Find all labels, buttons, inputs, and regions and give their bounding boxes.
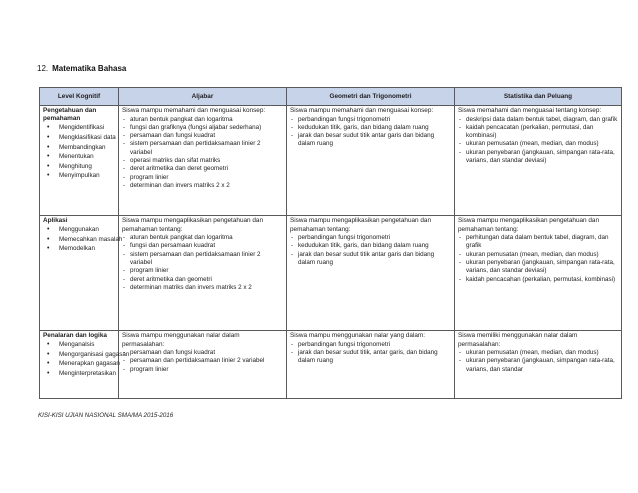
page-footer: KISI-KISI UJIAN NASIONAL SMA/MA 2015-2016: [38, 412, 174, 419]
kisi-table: [39, 87, 622, 399]
table-row: [40, 106, 622, 216]
list-item: - deret aritmetika dan deret geometri: [122, 165, 283, 173]
list-item: • Membandingkan: [43, 143, 115, 153]
list-item: - aturan bentuk pangkat dan logaritma: [122, 116, 283, 124]
list-item: - ukuran pemusatan (mean, median, dan modus): [458, 349, 618, 357]
list-item: • Mengklasifikasi data: [43, 133, 115, 143]
table-row: [40, 216, 622, 331]
list-item: • Menyimpulkan: [43, 171, 115, 181]
list-item: - ukuran penyebaran (jangkauan, simpangan rata-rata, varians, dan standar: [458, 357, 618, 374]
list-item: • Menginterpretasikan: [43, 369, 115, 379]
topic-list: [290, 116, 451, 149]
cell-intro: Siswa mampu menggunakan nalar dalam permasalahan:: [122, 332, 240, 348]
level-list: [43, 225, 123, 254]
section-title: Matematika Bahasa: [52, 64, 127, 73]
level-cell: [40, 106, 119, 216]
list-item: - jarak dan besar sudut titik antar garis dan bidang dalam ruang: [290, 132, 451, 149]
topic-list: [458, 234, 618, 284]
header-aljabar: Aljabar: [119, 88, 287, 106]
list-item: - kedudukan titik, garis, dan bidang dalam ruang: [290, 124, 451, 132]
level-title: Pengetahuan dan pemahaman: [43, 107, 97, 123]
topic-list: [290, 234, 451, 267]
list-item: - kedudukan titik, garis, dan bidang dalam ruang: [290, 242, 451, 250]
level-list: [43, 123, 115, 181]
list-item: - program linier: [122, 174, 283, 182]
cell-intro: Siswa mampu menggunakan nalar yang dalam:: [290, 332, 425, 339]
section-number: 12.: [37, 64, 49, 73]
list-item: - determinan dan invers matriks 2 x 2: [122, 182, 283, 190]
table-header-row: [40, 88, 622, 106]
list-item: - ukuran penyebaran (jangkauan, simpangan rata-rata, varians, dan standar deviasi): [458, 149, 618, 166]
cell-intro: Siswa mampu mengaplikasikan pengetahuan dan pemahaman tentang:: [458, 217, 600, 233]
level-cell: [40, 331, 130, 399]
aljabar-cell: [119, 331, 287, 399]
header-statistika: Statistika dan Peluang: [455, 88, 622, 106]
list-item: • Menentukan: [43, 152, 115, 162]
topic-list: [122, 349, 283, 374]
statistika-cell: [455, 216, 622, 331]
topic-list: [122, 116, 283, 191]
list-item: - ukuran pemusatan (mean, median, dan modus): [458, 140, 618, 148]
list-item: - ukuran pemusatan (mean, median, dan modus): [458, 251, 618, 259]
section-heading: [37, 64, 126, 73]
list-item: - perbandingan fungsi trigonometri: [290, 341, 451, 349]
list-item: - operasi matriks dan sifat matriks: [122, 157, 283, 165]
list-item: - fungsi dan grafiknya (fungsi aljabar sederhana): [122, 124, 283, 132]
list-item: - deskripsi data dalam bentuk tabel, diagram, dan grafik: [458, 116, 618, 124]
aljabar-cell: [119, 216, 287, 331]
list-item: - kaidah pencacahan (perkalian, permutasi, kombinasi): [458, 276, 618, 284]
table-row: [40, 331, 622, 399]
list-item: • Mengorganisasi gagasan: [43, 350, 115, 360]
list-item: - deret aritmetika dan geometri: [122, 276, 283, 284]
level-title: Aplikasi: [43, 217, 68, 224]
list-item: - sistem persamaan dan pertidaksamaan linier 2 variabel: [122, 140, 283, 157]
list-item: - persamaan dan fungsi kuadrat: [122, 349, 283, 357]
list-item: • Menerapkan gagasan: [43, 359, 115, 369]
list-item: • Menganalsis: [43, 340, 115, 350]
statistika-cell: [455, 106, 622, 216]
list-item: - perbandingan fungsi trigonometri: [290, 116, 451, 124]
topic-list: [458, 349, 618, 374]
topic-list: [122, 234, 283, 292]
list-item: - perbandingan fungsi trigonometri: [290, 234, 451, 242]
header-geometri: Geometri dan Trigonometri: [287, 88, 455, 106]
geometri-cell: [287, 106, 455, 216]
list-item: - ukuran penyebaran (jangkauan, simpangan rata-rata, varians, dan standar deviasi): [458, 259, 618, 276]
list-item: - sistem persamaan dan pertidaksamaan linier 2 variabel: [122, 251, 283, 268]
cell-intro: Siswa mampu mengaplikasikan pengetahuan dan pemahaman tentang:: [122, 217, 264, 233]
list-item: - determinan matriks dan invers matriks 2 x 2: [122, 284, 283, 292]
list-item: - persamaan dan pertidaksamaan linier 2 variabel: [122, 357, 283, 365]
list-item: - fungsi dan persamaan kuadrat: [122, 242, 283, 250]
cell-intro: Siswa memahami dan menguasai tentang konsep:: [458, 107, 602, 114]
cell-intro: Siswa memiliki menggunakan nalar dalam permasalahan:: [458, 332, 578, 348]
list-item: - kaidah pencacatan (perkalian, permutasi, dan kombinasi): [458, 124, 618, 141]
cell-intro: Siswa mampu mengaplikasikan pengetahuan dan pemahaman tentang:: [290, 217, 432, 233]
geometri-cell: [287, 216, 455, 331]
header-level-kognitif: Level Kognitif: [40, 88, 119, 106]
list-item: - jarak dan besar sudut titik antar garis dan bidang dalam ruang: [290, 251, 451, 268]
cell-intro: Siswa mampu memahami dan menguasai konsep:: [122, 107, 266, 114]
geometri-cell: [287, 331, 455, 399]
list-item: • Memodelkan: [43, 244, 115, 254]
list-item: - aturan bentuk pangkat dan logaritma: [122, 234, 283, 242]
list-item: • Menggunakan: [43, 225, 115, 235]
cell-intro: Siswa mampu memahami dan menguasai konsep:: [290, 107, 434, 114]
topic-list: [290, 341, 451, 366]
list-item: - persamaan dan fungsi kuadrat: [122, 132, 283, 140]
topic-list: [458, 116, 618, 166]
level-title: Penalaran dan logika: [43, 332, 107, 339]
level-cell: [40, 216, 123, 331]
aljabar-cell: [119, 106, 287, 216]
statistika-cell: [455, 331, 622, 399]
list-item: • Memecahkan masalah: [43, 235, 115, 245]
list-item: • Mengidentifikasi: [43, 123, 115, 133]
list-item: - perhitungan data dalam bentuk tabel, diagram, dan grafik: [458, 234, 618, 251]
list-item: - jarak dan besar sudut titik, antar garis, dan bidang dalam ruang: [290, 349, 451, 366]
level-list: [43, 340, 130, 378]
list-item: • Menghitung: [43, 162, 115, 172]
list-item: - program linier: [122, 366, 283, 374]
list-item: - program linier: [122, 267, 283, 275]
